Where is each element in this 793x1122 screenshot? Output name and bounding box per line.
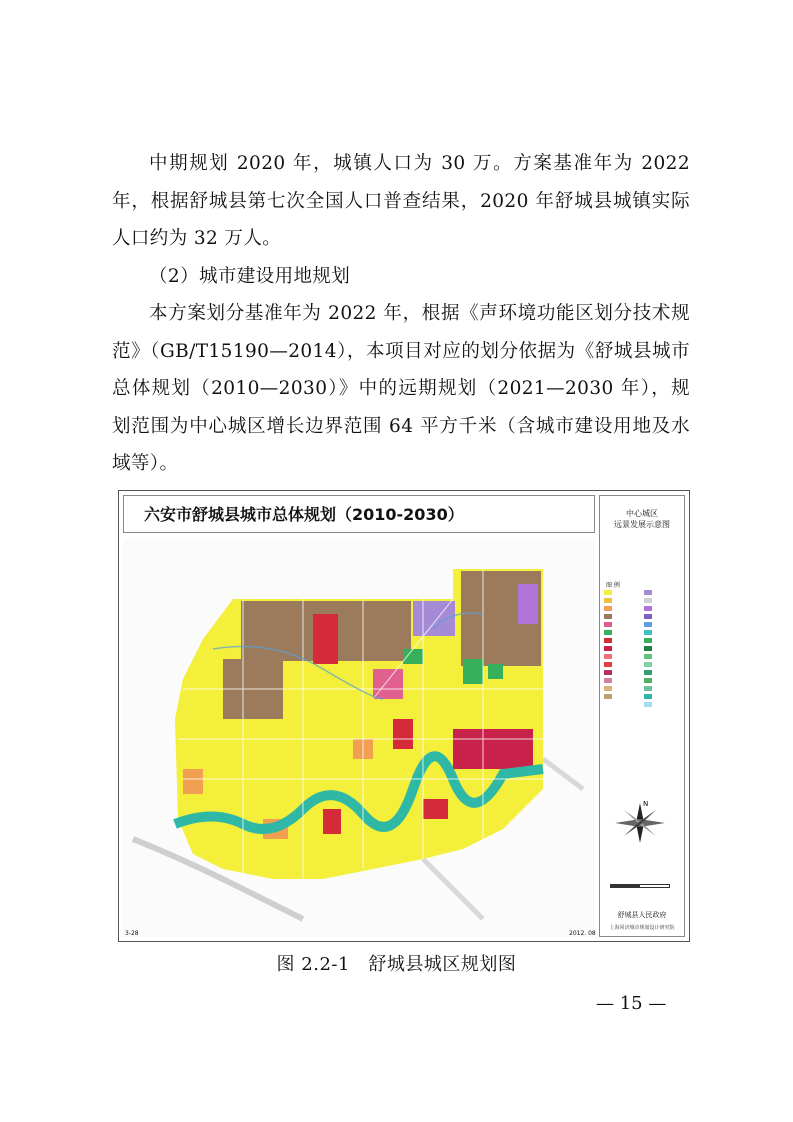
legend-swatch xyxy=(644,606,652,611)
map-image xyxy=(123,539,595,937)
scale-bar xyxy=(610,884,670,888)
figure-maker: 上海同济城市规划设计研究院 xyxy=(609,925,675,931)
legend-swatch xyxy=(644,686,652,691)
sidebar-title-line-1: 中心城区 xyxy=(626,509,658,518)
legend-swatch xyxy=(604,598,612,603)
planning-map-figure xyxy=(118,490,690,942)
sidebar-title-line-2: 远景发展示意图 xyxy=(614,520,670,529)
legend-swatch xyxy=(644,622,652,627)
legend-swatch xyxy=(604,662,612,667)
compass-icon xyxy=(610,798,670,848)
figure-sidebar xyxy=(599,495,685,937)
legend-swatch xyxy=(604,630,612,635)
legend-swatch xyxy=(604,614,612,619)
figure-owner: 舒城县人民政府 xyxy=(617,911,667,919)
legend-swatch xyxy=(604,694,612,699)
paragraph-basis: 本方案划分基准年为 2022 年，根据《声环境功能区划分技术规范》（GB/T15190—2014），本项目对应的划分依据为《舒城县城市总体规划（2010—2030）》中的远期规划（2021—2030 年），规划范围为中心城区增长边界范围 64 平方千米（含城市建设用地及水域等）。 xyxy=(112,303,690,474)
compass-north-label: N xyxy=(643,800,649,808)
sidebar-title xyxy=(600,508,684,530)
legend-swatch xyxy=(604,606,612,611)
legend-swatch xyxy=(604,654,612,659)
legend-swatch xyxy=(644,646,652,651)
page-number: — 15 — xyxy=(596,993,667,1014)
legend-swatch xyxy=(644,654,652,659)
figure-caption: 图 2.2-1 舒城县城区规划图 xyxy=(276,954,517,975)
paragraph-population: 中期规划 2020 年，城镇人口为 30 万。方案基准年为 2022 年，根据舒城县第七次全国人口普查结果，2020 年舒城县城镇实际人口约为 32 万人。 xyxy=(112,153,690,249)
legend-swatch xyxy=(644,630,652,635)
legend-swatch xyxy=(644,614,652,619)
map-legend xyxy=(604,590,682,730)
legend-swatch xyxy=(604,678,612,683)
legend-swatch xyxy=(644,590,652,595)
legend-swatch xyxy=(644,598,652,603)
legend-swatch xyxy=(644,662,652,667)
legend-swatch xyxy=(644,670,652,675)
legend-swatch xyxy=(604,646,612,651)
figure-code: 3-28 xyxy=(125,930,139,937)
legend-swatch xyxy=(644,678,652,683)
legend-swatch xyxy=(644,638,652,643)
legend-swatch xyxy=(604,686,612,691)
legend-swatch xyxy=(604,670,612,675)
figure-date: 2012. 08 xyxy=(569,930,596,937)
legend-swatch xyxy=(604,590,612,595)
section-heading: （2）城市建设用地规划 xyxy=(149,265,351,287)
legend-swatch xyxy=(644,694,652,699)
figure-title: 六安市舒城县城市总体规划（2010-2030） xyxy=(123,495,595,533)
legend-title: 图 例 xyxy=(606,582,620,589)
body-text-1 xyxy=(112,145,690,483)
legend-swatch xyxy=(644,702,652,707)
legend-swatch xyxy=(604,638,612,643)
legend-swatch xyxy=(604,622,612,627)
